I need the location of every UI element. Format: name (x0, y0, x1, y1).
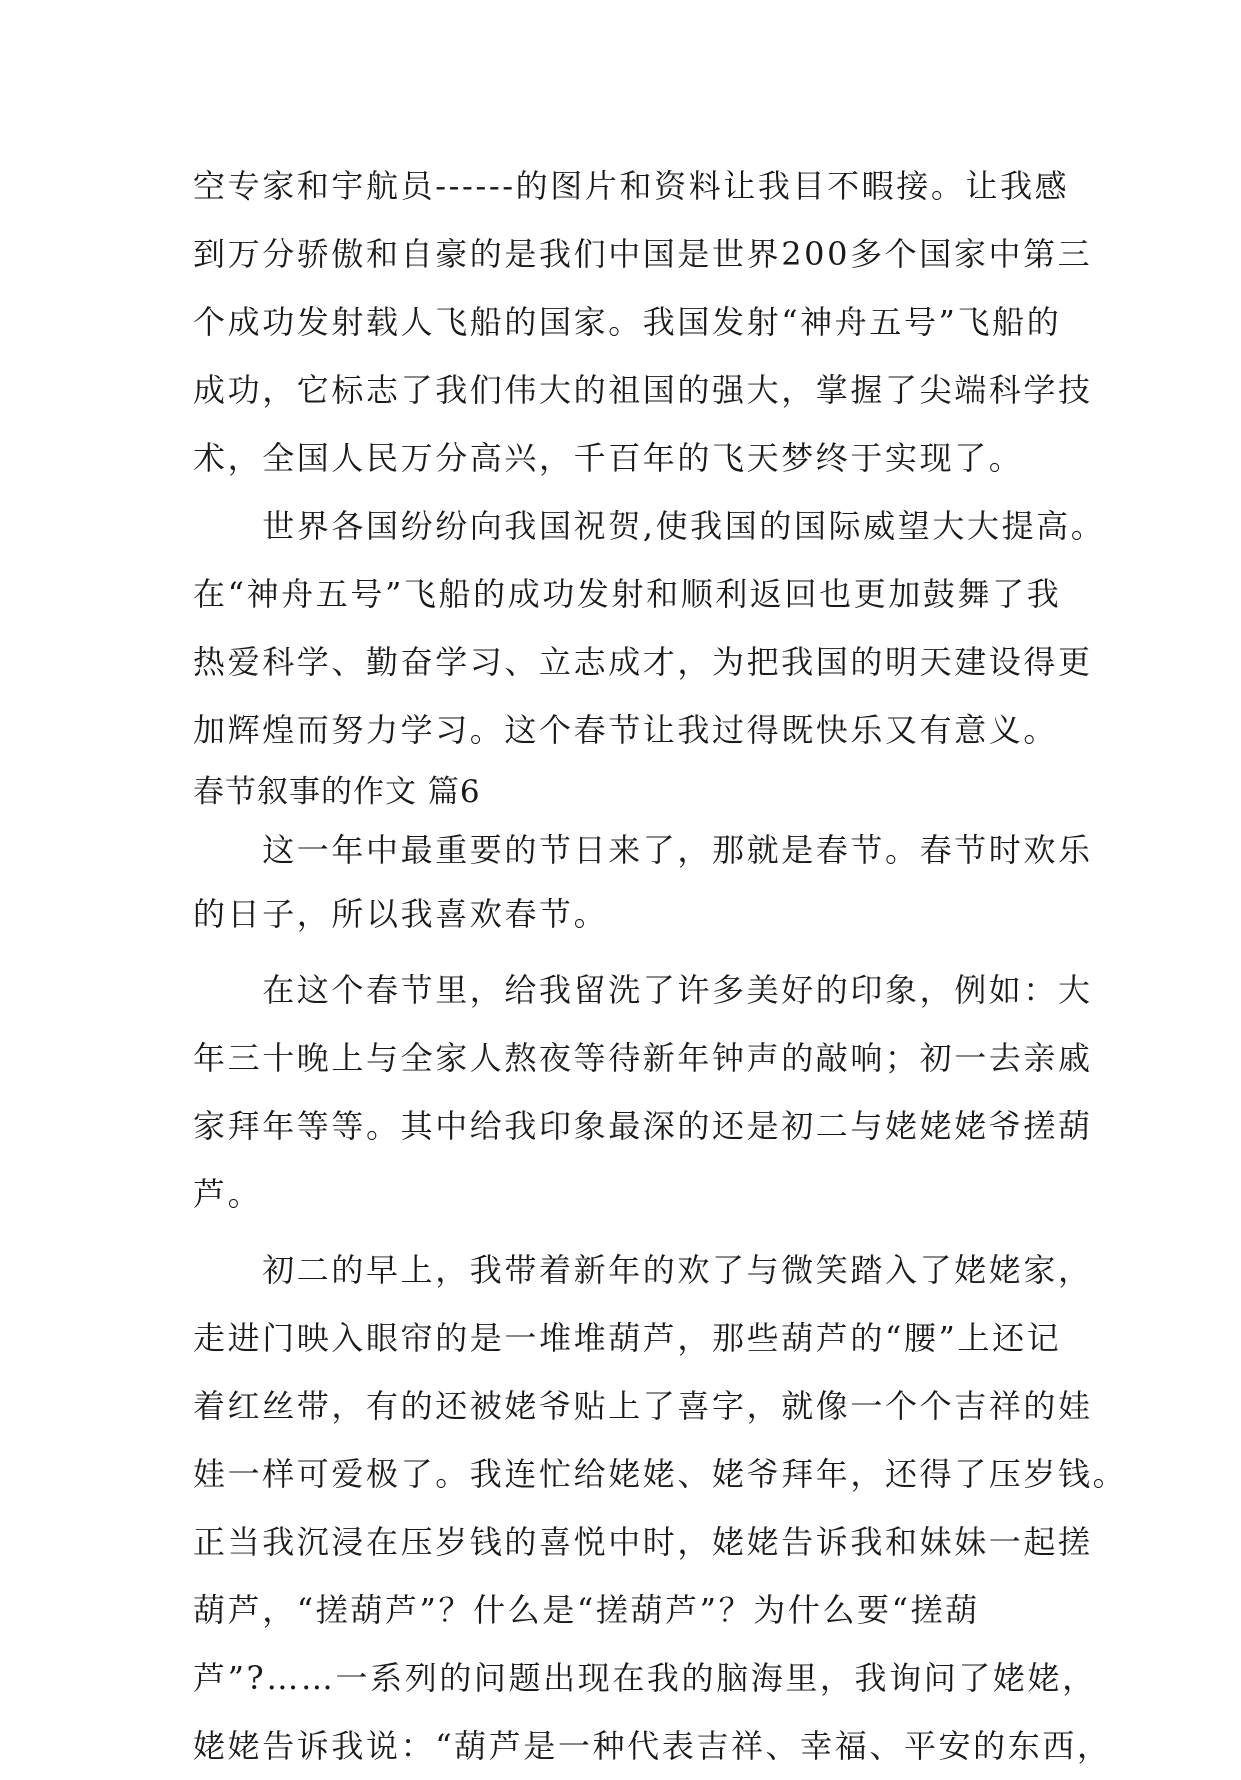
text-line: 芦。 (193, 1175, 263, 1213)
text-line: 娃一样可爱极了。我连忙给姥姥、姥爷拜年，还得了压岁钱。 (193, 1455, 1128, 1493)
text-line: 家拜年等等。其中给我印象最深的还是初二与姥姥姥爷搓葫 (193, 1107, 1093, 1145)
text-line: 芦”?……一系列的问题出现在我的脑海里，我询问了姥姥， (193, 1659, 1097, 1697)
section-heading: 春节叙事的作文 篇6 (193, 774, 481, 810)
text-line: 在这个春节里，给我留洗了许多美好的印象，例如：大 (193, 971, 1093, 1009)
text-line: 年三十晚上与全家人熬夜等待新年钟声的敲响；初一去亲戚 (193, 1039, 1093, 1077)
text-line: 着红丝带，有的还被姥爷贴上了喜字，就像一个个吉祥的娃 (193, 1387, 1093, 1425)
text-line: 姥姥告诉我说：“葫芦是一种代表吉祥、幸福、平安的东西， (193, 1727, 1112, 1765)
text-line: 热爱科学、勤奋学习、立志成才，为把我国的明天建设得更 (193, 643, 1093, 681)
text-line: 走进门映入眼帘的是一堆堆葫芦，那些葫芦的“腰”上还记 (193, 1319, 1062, 1357)
text-line: 世界各国纷纷向我国祝贺,使我国的国际威望大大提高。 (193, 507, 1106, 545)
text-line: 术，全国人民万分高兴，千百年的飞天梦终于实现了。 (193, 439, 1024, 477)
text-line: 加辉煌而努力学习。这个春节让我过得既快乐又有意义。 (193, 711, 1059, 749)
text-line: 成功，它标志了我们伟大的祖国的强大，掌握了尖端科学技 (193, 371, 1093, 409)
text-line: 在“神舟五号”飞船的成功发射和顺利返回也更加鼓舞了我 (193, 575, 1062, 613)
text-line: 的日子，所以我喜欢春节。 (193, 895, 609, 933)
text-line: 初二的早上，我带着新年的欢了与微笑踏入了姥姥家， (193, 1251, 1093, 1289)
text-line: 个成功发射载人飞船的国家。我国发射“神舟五号”飞船的 (193, 303, 1062, 341)
text-line: 到万分骄傲和自豪的是我们中国是世界200多个国家中第三 (193, 235, 1093, 273)
text-line: 正当我沉浸在压岁钱的喜悦中时，姥姥告诉我和妹妹一起搓 (193, 1523, 1093, 1561)
text-line: 这一年中最重要的节日来了，那就是春节。春节时欢乐 (193, 831, 1093, 869)
document-body (193, 152, 1128, 1780)
text-line: 葫芦，“搓葫芦”？什么是“搓葫芦”？为什么要“搓葫 (193, 1591, 980, 1629)
text-line: 空专家和宇航员------的图片和资料让我目不暇接。让我感 (193, 167, 1070, 205)
